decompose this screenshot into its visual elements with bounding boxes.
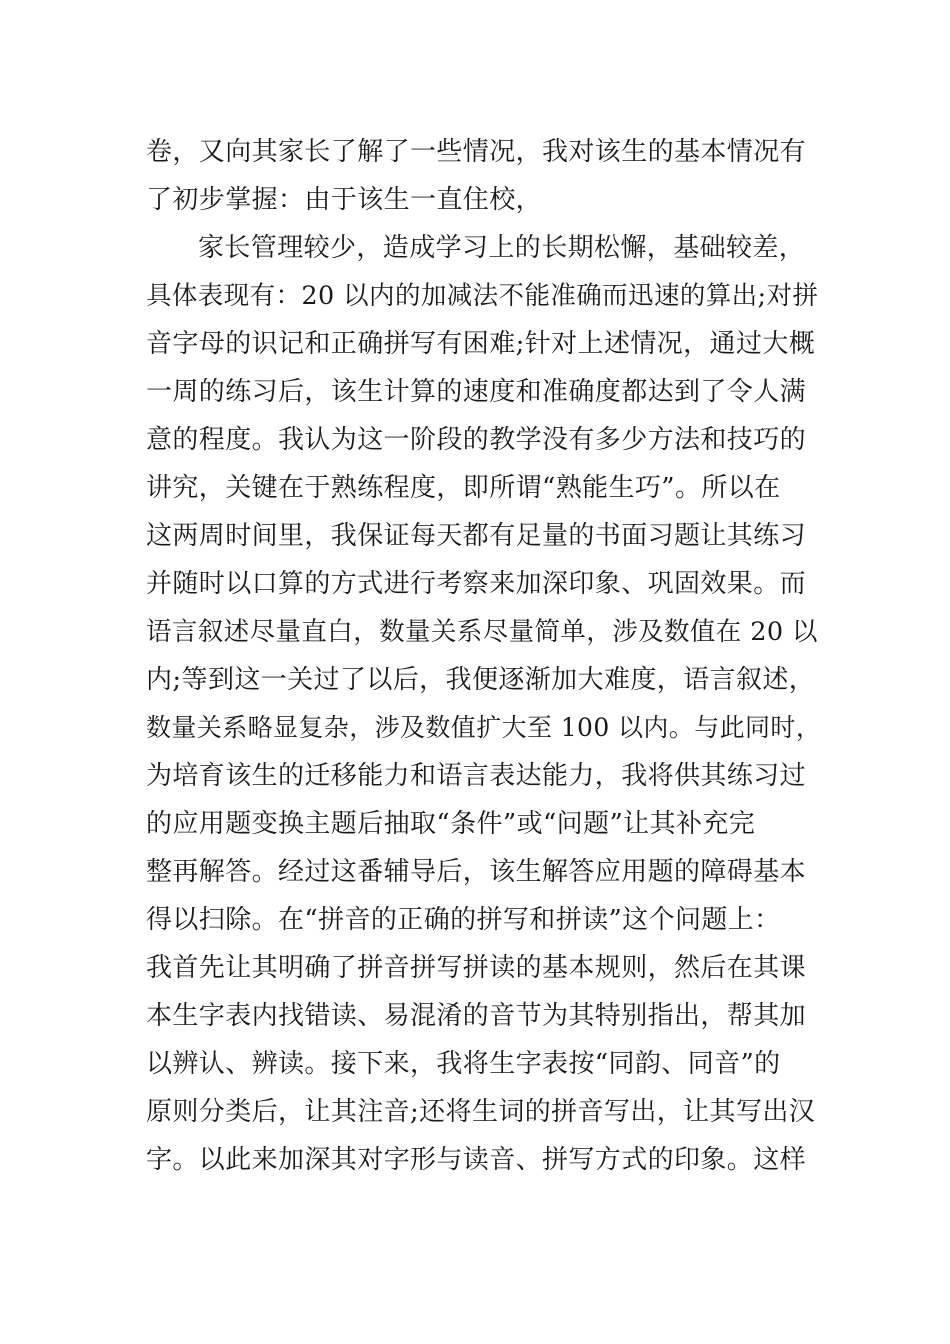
text-line-3: 家长管理较少，造成学习上的长期松懈，基础较差， [198,233,806,263]
text-line-22: 字。以此来加深其对字形与读音、拼写方式的印象。这样 [146,1145,807,1175]
body-text [146,128,826,1184]
text-line-6: 一周的练习后，该生计算的速度和准确度都达到了令人满 [146,377,807,407]
text-line-18: 我首先让其明确了拼音拼写拼读的基本规则，然后在其课 [146,953,807,983]
text-line-12: 内;等到这一关过了以后，我便逐渐加大难度，语言叙述， [146,665,816,695]
text-line-13: 数量关系略显复杂，涉及数值扩大至 100 以内。与此同时， [146,713,822,742]
text-line-8: 讲究，关键在于熟练程度，即所谓“熟能生巧”。所以在 [146,473,781,503]
text-line-10: 并随时以口算的方式进行考察来加深印象、巩固效果。而 [146,569,807,599]
text-line-9: 这两周时间里，我保证每天都有足量的书面习题让其练习 [146,521,807,551]
text-line-14: 为培育该生的迁移能力和语言表达能力，我将供其练习过 [146,761,807,791]
text-line-11: 语言叙述尽量直白，数量关系尽量简单，涉及数值在 20 以 [146,617,818,647]
text-line-19: 本生字表内找错读、易混淆的音节为其特别指出，帮其加 [146,1001,807,1031]
text-line-7: 意的程度。我认为这一阶段的教学没有多少方法和技巧的 [146,425,807,455]
text-line-2: 了初步掌握：由于该生一直住校， [146,185,543,215]
text-line-1: 卷，又向其家长了解了一些情况，我对该生的基本情况有 [146,137,807,167]
text-line-5: 音字母的识记和正确拼写有困难;针对上述情况，通过大概 [146,329,816,359]
text-line-20: 以辨认、辨读。接下来，我将生字表按“同韵、同音”的 [146,1049,781,1079]
text-line-15: 的应用题变换主题后抽取“条件”或“问题”让其补充完 [146,809,756,839]
text-line-21: 原则分类后，让其注音;还将生词的拼音写出，让其写出汉 [146,1097,816,1127]
text-line-17: 得以扫除。在“拼音的正确的拼写和拼读”这个问题上： [146,905,781,935]
text-line-4: 具体表现有：20 以内的加减法不能准确而迅速的算出;对拼 [146,281,819,311]
text-line-16: 整再解答。经过这番辅导后，该生解答应用题的障碍基本 [146,857,807,887]
